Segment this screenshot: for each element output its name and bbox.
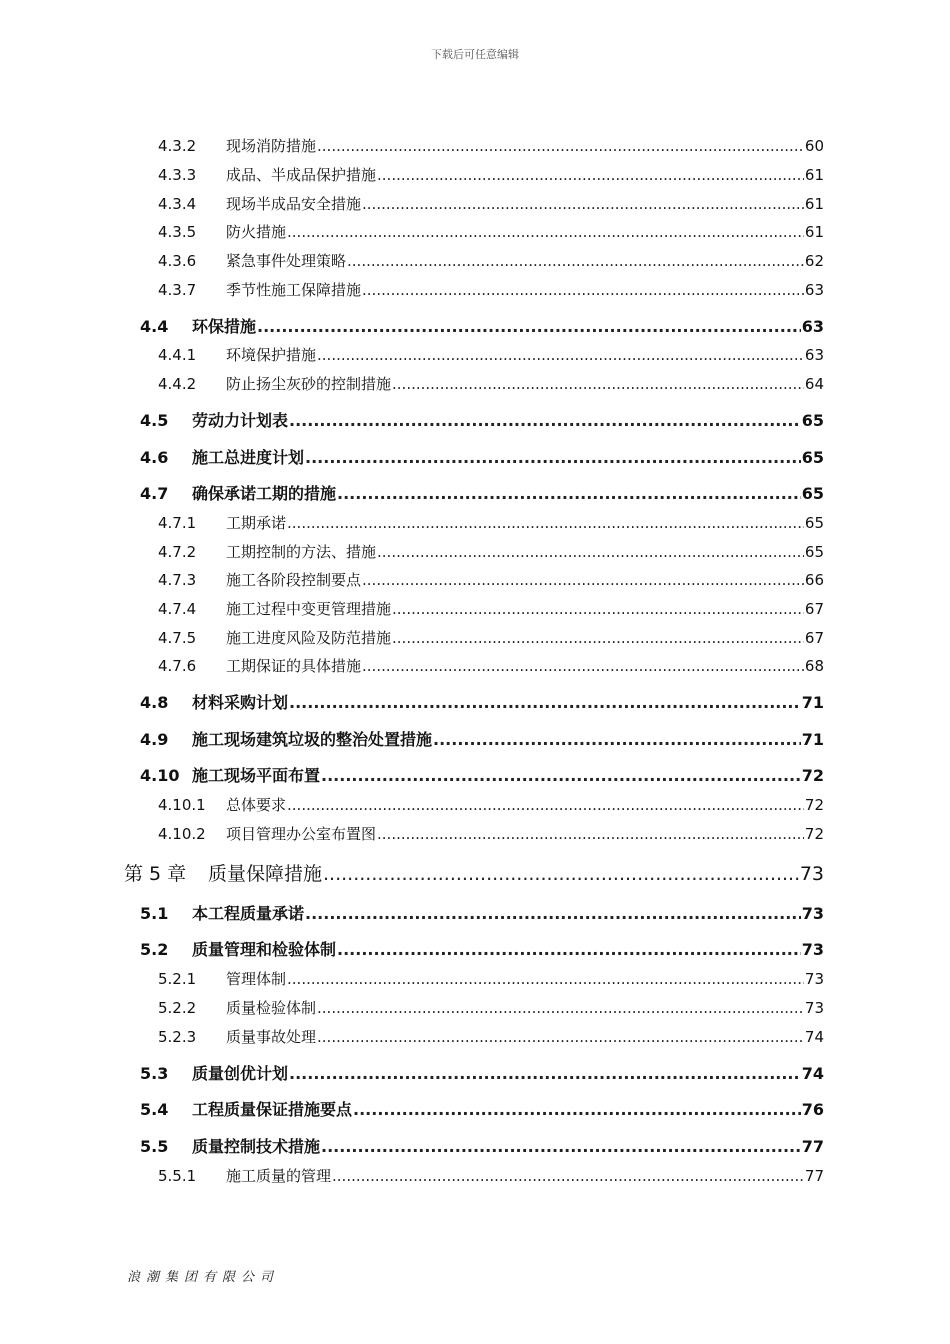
toc-entry-number: 4.6	[140, 448, 169, 467]
toc-dot-leader	[377, 166, 804, 184]
toc-entry-title: 工期保证的具体措施	[226, 657, 362, 675]
toc-entry-title: 质量检验体制	[226, 999, 317, 1017]
toc-entry-title: 确保承诺工期的措施	[192, 484, 337, 503]
toc-entry[interactable]	[158, 655, 824, 676]
toc-entry-number: 4.3.5	[158, 223, 197, 241]
toc-entry-page: 65	[801, 411, 824, 430]
toc-entry-page: 65	[801, 448, 824, 467]
toc-entry[interactable]	[140, 937, 824, 960]
toc-entry-title: 紧急事件处理策略	[226, 252, 347, 270]
toc-entry-title: 现场消防措施	[226, 137, 317, 155]
toc-entry-number: 4.3.3	[158, 166, 197, 184]
toc-dot-leader	[257, 317, 801, 336]
toc-entry[interactable]	[158, 1165, 824, 1186]
toc-entry-number: 4.4.2	[158, 375, 197, 393]
toc-entry-number: 4.7.5	[158, 629, 197, 647]
toc-entry-number: 第 5 章	[124, 863, 187, 885]
toc-entry-title: 项目管理办公室布置图	[226, 825, 377, 843]
toc-dot-leader	[317, 346, 804, 364]
toc-entry[interactable]	[158, 250, 824, 271]
toc-dot-leader	[332, 1167, 804, 1185]
toc-entry-number: 5.5	[140, 1137, 169, 1156]
toc-dot-leader	[377, 825, 804, 843]
toc-entry-number: 4.10.1	[158, 796, 206, 814]
toc-entry-page: 61	[804, 195, 824, 213]
toc-entry-page: 76	[801, 1100, 824, 1119]
toc-entry-page: 71	[801, 730, 824, 749]
toc-dot-leader	[317, 1028, 804, 1046]
toc-entry-page: 71	[801, 693, 824, 712]
toc-dot-leader	[362, 571, 804, 589]
toc-entry[interactable]	[158, 627, 824, 648]
toc-dot-leader	[323, 863, 799, 885]
toc-entry-title: 劳动力计划表	[192, 411, 289, 430]
toc-entry[interactable]	[158, 997, 824, 1018]
toc-entry-page: 65	[804, 543, 824, 561]
toc-entry-number: 4.7.1	[158, 514, 197, 532]
toc-entry-title: 环境保护措施	[226, 346, 317, 364]
toc-entry-number: 5.2.1	[158, 970, 197, 988]
toc-entry-number: 4.4	[140, 317, 169, 336]
toc-entry-number: 4.7.6	[158, 657, 197, 675]
toc-entry-page: 73	[804, 970, 824, 988]
toc-entry[interactable]	[140, 901, 824, 924]
toc-dot-leader	[377, 543, 804, 561]
toc-dot-leader	[362, 195, 804, 213]
toc-dot-leader	[392, 375, 804, 393]
toc-entry[interactable]	[158, 135, 824, 156]
toc-dot-leader	[392, 629, 804, 647]
toc-entry-title: 质量保障措施	[208, 863, 323, 885]
toc-entry-page: 73	[801, 904, 824, 923]
toc-entry-number: 5.3	[140, 1064, 169, 1083]
toc-entry-number: 4.10.2	[158, 825, 206, 843]
toc-dot-leader	[287, 223, 804, 241]
page-header: 下载后可任意编辑	[431, 48, 519, 61]
toc-entry-page: 77	[801, 1137, 824, 1156]
toc-entry[interactable]	[140, 408, 824, 431]
toc-entry-number: 4.9	[140, 730, 169, 749]
toc-entry-title: 本工程质量承诺	[192, 904, 305, 923]
toc-entry-number: 4.3.4	[158, 195, 197, 213]
toc-entry[interactable]	[140, 445, 824, 468]
toc-entry-page: 73	[799, 863, 824, 885]
toc-entry-title: 季节性施工保障措施	[226, 281, 362, 299]
toc-entry-page: 67	[804, 629, 824, 647]
toc-entry-title: 工期承诺	[226, 514, 287, 532]
toc-entry-number: 5.2.3	[158, 1028, 197, 1046]
toc-dot-leader	[321, 1137, 801, 1156]
toc-entry-title: 施工进度风险及防范措施	[226, 629, 392, 647]
toc-entry[interactable]	[140, 314, 824, 337]
toc-entry-page: 64	[804, 375, 824, 393]
toc-entry-page: 74	[804, 1028, 824, 1046]
page-footer-company: 浪潮集团有限公司	[127, 1270, 280, 1285]
toc-entry-page: 63	[801, 317, 824, 336]
toc-dot-leader	[289, 693, 801, 712]
toc-dot-leader	[317, 999, 804, 1017]
toc-dot-leader	[287, 970, 804, 988]
toc-entry[interactable]	[140, 481, 824, 504]
toc-entry-page: 65	[804, 514, 824, 532]
toc-dot-leader	[433, 730, 801, 749]
toc-dot-leader	[337, 484, 801, 503]
toc-entry-number: 5.5.1	[158, 1167, 197, 1185]
toc-entry-title: 工程质量保证措施要点	[192, 1100, 353, 1119]
toc-entry-number: 4.4.1	[158, 346, 197, 364]
toc-entry-page: 66	[804, 571, 824, 589]
toc-dot-leader	[317, 137, 804, 155]
toc-entry[interactable]	[140, 1097, 824, 1120]
toc-entry-number: 4.7	[140, 484, 169, 503]
toc-entry-number: 4.5	[140, 411, 169, 430]
toc-entry-title: 施工各阶段控制要点	[226, 571, 362, 589]
toc-entry-title: 施工过程中变更管理措施	[226, 600, 392, 618]
toc-entry-number: 4.7.4	[158, 600, 197, 618]
toc-entry-title: 工期控制的方法、措施	[226, 543, 377, 561]
toc-entry-title: 质量管理和检验体制	[192, 940, 337, 959]
toc-entry-title: 材料采购计划	[192, 693, 289, 712]
toc-dot-leader	[362, 657, 804, 675]
toc-dot-leader	[305, 904, 801, 923]
toc-entry-title: 防止扬尘灰砂的控制措施	[226, 375, 392, 393]
toc-dot-leader	[337, 940, 801, 959]
toc-entry-page: 65	[801, 484, 824, 503]
toc-entry[interactable]	[158, 968, 824, 989]
toc-entry-page: 72	[801, 766, 824, 785]
toc-entry[interactable]	[158, 823, 824, 844]
toc-entry-page: 62	[804, 252, 824, 270]
toc-entry-number: 5.4	[140, 1100, 169, 1119]
toc-entry-number: 4.3.7	[158, 281, 197, 299]
toc-entry[interactable]	[140, 1134, 824, 1157]
toc-entry[interactable]	[158, 279, 824, 300]
toc-entry-number: 4.3.2	[158, 137, 197, 155]
toc-entry-number: 4.7.2	[158, 543, 197, 561]
toc-dot-leader	[347, 252, 804, 270]
toc-entry-page: 61	[804, 223, 824, 241]
toc-dot-leader	[289, 1064, 801, 1083]
toc-dot-leader	[305, 448, 801, 467]
toc-entry-page: 63	[804, 281, 824, 299]
toc-dot-leader	[289, 411, 801, 430]
toc-entry[interactable]	[140, 763, 824, 786]
toc-entry-number: 5.2.2	[158, 999, 197, 1017]
toc-entry[interactable]	[140, 690, 824, 713]
toc-entry-page: 77	[804, 1167, 824, 1185]
toc-entry-page: 61	[804, 166, 824, 184]
toc-entry-title: 施工现场平面布置	[192, 766, 321, 785]
toc-entry[interactable]	[140, 727, 824, 750]
toc-entry-page: 72	[804, 825, 824, 843]
toc-entry-page: 67	[804, 600, 824, 618]
toc-entry-title: 施工总进度计划	[192, 448, 305, 467]
toc-entry-page: 72	[804, 796, 824, 814]
toc-entry-page: 68	[804, 657, 824, 675]
toc-entry[interactable]	[158, 569, 824, 590]
toc-entry-number: 4.8	[140, 693, 169, 712]
toc-entry[interactable]	[158, 221, 824, 242]
toc-entry[interactable]	[158, 541, 824, 562]
toc-entry[interactable]	[158, 373, 824, 394]
toc-entry[interactable]	[158, 794, 824, 815]
toc-dot-leader	[287, 796, 804, 814]
toc-entry-title: 现场半成品安全措施	[226, 195, 362, 213]
toc-entry[interactable]	[140, 1061, 824, 1084]
toc-dot-leader	[392, 600, 804, 618]
toc-entry[interactable]	[124, 859, 824, 886]
toc-entry-title: 施工质量的管理	[226, 1167, 332, 1185]
toc-entry[interactable]	[158, 193, 824, 214]
toc-entry[interactable]	[158, 164, 824, 185]
toc-entry-number: 4.10	[140, 766, 180, 785]
toc-entry-page: 63	[804, 346, 824, 364]
toc-dot-leader	[287, 514, 804, 532]
toc-entry-page: 73	[801, 940, 824, 959]
toc-entry[interactable]	[158, 598, 824, 619]
toc-entry-number: 5.1	[140, 904, 169, 923]
toc-entry-page: 74	[801, 1064, 824, 1083]
toc-entry-title: 管理体制	[226, 970, 287, 988]
toc-entry-title: 成品、半成品保护措施	[226, 166, 377, 184]
toc-entry-page: 73	[804, 999, 824, 1017]
toc-entry[interactable]	[158, 512, 824, 533]
toc-entry-title: 环保措施	[192, 317, 257, 336]
toc-entry[interactable]	[158, 1026, 824, 1047]
toc-entry-title: 施工现场建筑垃圾的整治处置措施	[192, 730, 433, 749]
toc-entry-number: 4.3.6	[158, 252, 197, 270]
toc-entry-number: 4.7.3	[158, 571, 197, 589]
toc-entry-page: 60	[804, 137, 824, 155]
toc-dot-leader	[321, 766, 801, 785]
toc-dot-leader	[353, 1100, 801, 1119]
toc-entry-title: 防火措施	[226, 223, 287, 241]
toc-entry-title: 总体要求	[226, 796, 287, 814]
toc-dot-leader	[362, 281, 804, 299]
toc-entry-title: 质量控制技术措施	[192, 1137, 321, 1156]
toc-entry-title: 质量创优计划	[192, 1064, 289, 1083]
toc-entry-title: 质量事故处理	[226, 1028, 317, 1046]
toc-entry-number: 5.2	[140, 940, 169, 959]
toc-entry[interactable]	[158, 344, 824, 365]
